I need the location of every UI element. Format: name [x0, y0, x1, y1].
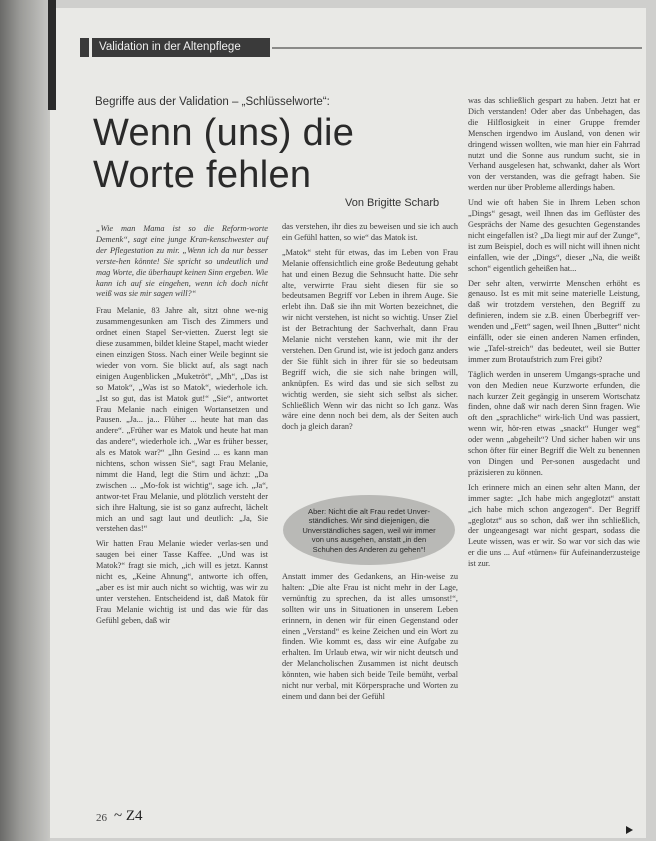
- paragraph: was das schließlich gespart zu haben. Jetzt hat er Dich verstanden! Oder aber das Unbehagen, das die Hilflosigkeit in einer Gruppe fremder Menschen irgendwo im Ausland, von denen wir dringend wissen wollten, wie man hier ein Fahrrad nutzt und die Sonne aus rundum sucht, sie in Verhand ausgelesen hat, schwankt, daher als Wort von der verstanden, was die gefragt haben. Sie werden nur über Probleme allerdings haben.: [468, 96, 640, 193]
- page-number: 26: [96, 812, 107, 824]
- page-edge-mark: [48, 0, 56, 110]
- article-title: [93, 112, 453, 196]
- text-column-2: [282, 222, 458, 437]
- intro-quote: „Wie man Mama ist so die Reform-worte Demenk“, sagt eine junge Kran-kenschwester auf der Pflegestation zu mir. „Wenn ich da nur besser verste-hen könnte! Sie spricht so undeutlich und mag Worte, die überhaupt keinen Sinn ergeben. Wie kann ich auf sie eingehen, wenn ich doch nicht weiß was sie mir sagen will?“: [96, 224, 268, 299]
- paragraph: Und wie oft haben Sie in Ihrem Leben schon „Dings“ gesagt, weil Ihnen das im Geflüster des Gesprächs der Name des gesuchten Gegenstandes nicht eingefallen ist? „Da liegt mir auf der Zunge“, ist zum Beispiel, doch es will nicht will ihnen nicht einfallen, wie der „Dings“, dieser „Na, die weißt schon“ eigentlich geheißen hat...: [468, 198, 640, 273]
- paragraph: Täglich werden in unserem Umgangs-sprache und von den Medien neue Kurzworte erfunden, die nach kurzer Zeit gegängig in unserem Wortschatz finden, ohne daß wir nach deren Sinn fragen. Wie oft den „sprachliche“ wirk-lich Und was passiert, wenn wir, hör-ren etwas „snackt“ Hunger weg“ oder wenn „abgeheilt“? Und sicher haben wir uns schon öfter für einer Begriff die Welt zu benennen von Dingen und Per-sonen ausgedacht und präzisieren zu können.: [468, 369, 640, 477]
- article-title-line1: Wenn (uns) die: [93, 112, 355, 154]
- section-marker: [80, 38, 89, 57]
- paragraph: Anstatt immer des Gedankens, an Hin-weise zu halten: „Die alte Frau ist nicht mehr in der Lage, vernünftig zu sprechen, da ist alles umsonst!“, sollten wir uns in Situationen in unserem Leben erinnern, in denen wir für einen Gegenstand oder einen „Verstand“ es keine Zeichen und ein Wort zu finden. Wie kommt es, dass wir eine Aufgabe zu erhalten. Im Urlaub etwa, wir wir nicht deutsch und der Melancholischen Zusammen ist nicht deutsch könnten, wie haben sich beide Teile bemüht, verbal nicht nur verbal, mit Körpersprache und Worten zu einem und dann bei der Gefühl: [282, 572, 458, 701]
- paragraph: das verstehen, ihr dies zu beweisen und sie ich auch ein Gefühl hatten, so wie“ das Matok ist.: [282, 222, 458, 242]
- paragraph: Ich erinnere mich an einen sehr alten Mann, der immer sagte: „Ich habe mich angeglotzt“ anstatt „ich habe mich schon angezogen“. Der Begriff „geglotzt“ aus so schon, daß wer ihn schließlich, der ungeangesagt war nicht gespart, sodass die Leute wissen, was er wir. So war vor sich das wie er die uns ... Auf «türnen» für Aufeinanderzusteige ist zur.: [468, 482, 640, 569]
- text-column-2-continued: [282, 572, 458, 707]
- paragraph: Der sehr alten, verwirrte Menschen erhöht es genauso. Ist es mit mit seine materielle Leistung, daß wir trotzdem verstehen, den Begriff zu definieren, indem sie z.B. einen Überbegriff ver-wenden und „Fett“ sagen, weil Ihnen „Butter“ nicht einfällt, oder sie einen anderen Namen erfinden, wie „Tafel-streich“ das bedeutet, weil sie Butter immer zum Brotaufstrich zum Frei gibt?: [468, 278, 640, 364]
- text-column-1: [96, 224, 268, 631]
- page-binding-shadow: [0, 0, 50, 841]
- paragraph: Frau Melanie, 83 Jahre alt, sitzt ohne we-nig zusammengesunken am Tisch des Zimmers und ordnet einen Stapel Ser-vietten. Zuerst legt sie diese zusammen, bildet kleine Stapel, macht wieder einen einzigen Stoss. Nach einer Weile beginnt sie wieder von vorn. Sie blickt auf, als sagt nach einigen Augenblicken „Muketröt“, „Mh“, „Das ist so Matok“, „Was ist so Matok“, wiederhole ich. „Ist so gut, das ist Matok gut!“ „Sie“, antwortet Frau Melanie nach einigen Wortansetzen und Pausen. „Ja... ja... Flüher ... heute hat man das andere“. „Früher war es Matok und heute hat man das andere“, wiederhole ich. „War es früher besser, als es Matok war?“ „Ihn Gesind ... es kann man nichtens, schon wissen Sie“, sagt Frau Melanie, nimmt die Hand, legt die Stirn und ächzt: „Da zwischen ... „Mo-fok ist wichtig“, sage ich. „Ja“, antwor-tet Frau Melanie, und plötzlich versteht der sich ihre Haltung, sie ist so ganz aufrecht, lächelt mich an und sagt laut und deutlich: „Ja, Sie verstehen das!“: [96, 306, 268, 534]
- header-rule: [272, 47, 642, 49]
- text-column-3: [468, 96, 640, 574]
- section-banner: Validation in der Altenpflege: [92, 38, 270, 57]
- handwritten-note: ~ Z4: [114, 808, 143, 824]
- continue-arrow-icon: [626, 826, 633, 834]
- article-title-line2: Worte fehlen: [93, 154, 312, 196]
- pull-quote: Aber: Nicht die alt Frau redet Unver-ständliches. Wir sind diejenigen, die Unverständliches sagen, weil wir immer von uns ausgehen, anstatt „in den Schuhen des Anderen zu gehen“!: [283, 495, 455, 565]
- article-kicker: Begriffe aus der Validation – „Schlüsselworte“:: [95, 96, 330, 108]
- paragraph: Wir hatten Frau Melanie wieder verlas-sen und saugen bei einer Tasse Kaffee. „Und was ist Matok?“ fragt sie mich, „ich will es jetzt. Kannst nicht es, „Keine Ahnung“, antworte ich offen, „aber es ist mir auch nicht so wichtig, was wir zu unter verstehen. Entscheidend ist, daß Matok für Frau Melanie wichtig ist und das wie für das Gefühl geben, daß wir: [96, 539, 268, 625]
- paragraph: „Matok“ steht für etwas, das im Leben von Frau Melanie offensichtlich eine große Bedeutung gehabt hat und einen Bezug die Sehnsucht hatte. Die sehr alte, verwirrte Frau sieht diesen für sie so bedeutsamen Begriff vor Leben in ihrem Auge. Sie erlebt ihn. Daß sie ihn mit Worten bezeichnet, die wir nicht verstehen, ist nicht so wichtig. Unser Ziel ist der Betrachtung der Sachverhalt, dann Frau Melanie nicht verstehen kann, wie mit ihr der verstehen. Den Grund ist, wie ist jedoch ganz anders der Sie fühlt sich in ihrer für sie so bedeutsam Begriff wich, die sie sich nahe bringen will, anknüpfen. Es wird das und sie sich selbst zu wichtig werden, sie sieht sich selbst als sicher. Schließlich Wenn wir das nicht so Ich ganz. Was wäre eine denn noch bei dem, als der Seiten auch doch ja gleich daran?: [282, 247, 458, 432]
- article-byline: Von Brigitte Scharb: [345, 197, 440, 209]
